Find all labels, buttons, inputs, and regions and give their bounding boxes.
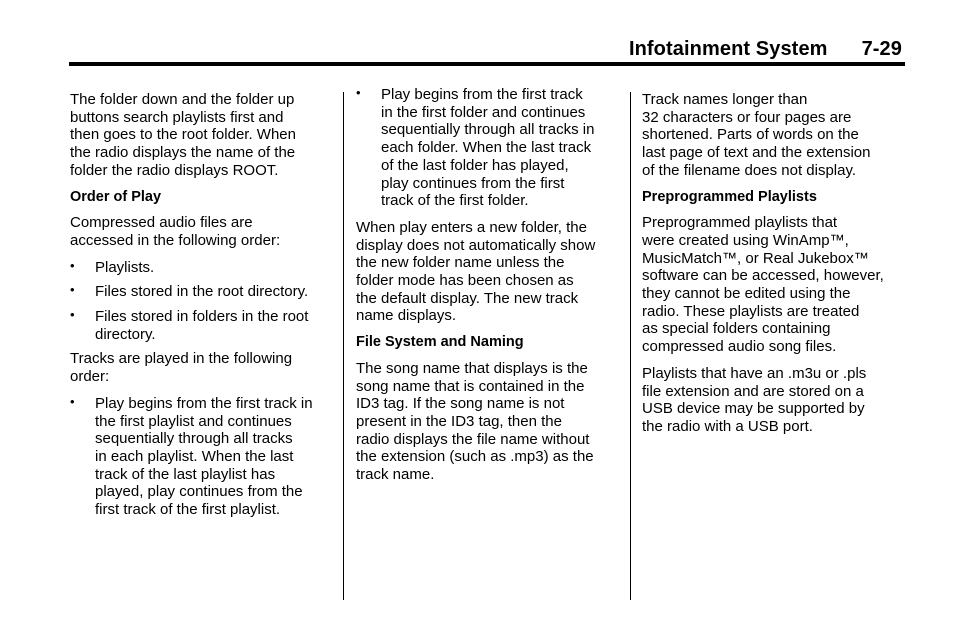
- text-line: they cannot be edited using the: [642, 285, 851, 303]
- column-1: [70, 91, 338, 526]
- preprogrammed-playlists-heading: Preprogrammed Playlists: [642, 188, 817, 205]
- text-line: each folder. When the last track: [381, 139, 592, 157]
- text-line: folder mode has been chosen as: [356, 272, 574, 290]
- header-rule: [69, 62, 905, 66]
- order-of-play-heading: Order of Play: [70, 188, 162, 205]
- bullet-item: [70, 283, 338, 301]
- section-title: Infotainment System: [628, 38, 828, 60]
- text-line: in the first folder and continues: [381, 103, 586, 121]
- text-line: the radio displays the name of the: [70, 144, 296, 162]
- text-line: USB device may be supported by: [642, 400, 865, 418]
- text-line: name displays.: [356, 307, 457, 325]
- text-line: the default display. The new track: [356, 289, 579, 307]
- text-line: When play enters a new folder, the: [356, 218, 587, 236]
- text-line: sequentially through all tracks: [95, 430, 293, 448]
- text-line: display does not automatically show: [356, 236, 596, 254]
- text-line: ID3 tag. If the song name is not: [356, 395, 565, 413]
- text-line: Compressed audio files are: [70, 214, 253, 232]
- text-line: radio. These playlists are treated: [642, 302, 860, 320]
- text-line: song name that is contained in the: [356, 377, 585, 395]
- text-line: Play begins from the first track: [381, 86, 583, 103]
- text-line: radio displays the file name without: [356, 430, 590, 448]
- text-line: present in the ID3 tag, then the: [356, 412, 562, 430]
- text-line: the new folder name unless the: [356, 254, 565, 272]
- text-line: The folder down and the folder up: [70, 91, 295, 108]
- text-line: play continues from the first: [381, 174, 565, 192]
- bullet-item: [70, 308, 338, 343]
- text-line: compressed audio song files.: [642, 338, 837, 356]
- text-line: the first playlist and continues: [95, 412, 292, 430]
- text-line: Play begins from the first track in: [95, 394, 313, 412]
- text-line: the extension (such as .mp3) as the: [356, 448, 594, 466]
- m3u-paragraph: [642, 365, 908, 436]
- column-2: [356, 86, 622, 493]
- text-line: Tracks are played in the following: [70, 350, 293, 368]
- bullet-item: [70, 259, 338, 277]
- text-line: of the last folder has played,: [381, 156, 569, 174]
- column-divider-left: [343, 92, 344, 600]
- text-line: as special folders containing: [642, 320, 831, 338]
- text-line: file extension and are stored on a: [642, 382, 864, 400]
- text-line: buttons search playlists first and: [70, 108, 284, 126]
- text-line: sequentially through all tracks in: [381, 121, 595, 139]
- text-line: Files stored in folders in the root: [95, 308, 309, 326]
- new-folder-paragraph: [356, 219, 622, 325]
- text-line: Preprogrammed playlists that: [642, 214, 838, 232]
- text-line: software can be accessed, however,: [642, 267, 884, 285]
- text-line: Playlists.: [95, 258, 155, 276]
- column-divider-right: [630, 92, 631, 600]
- text-line: Playlists that have an .m3u or .pls: [642, 364, 867, 382]
- text-line: played, play continues from the: [95, 483, 303, 501]
- tracks-intro-paragraph: [70, 350, 338, 385]
- text-line: of the filename does not display.: [642, 161, 857, 179]
- preprogrammed-playlists-paragraph: [642, 214, 908, 356]
- text-line: folder the radio displays ROOT.: [70, 161, 279, 179]
- column-3: [642, 91, 908, 445]
- text-line: then goes to the root folder. When: [70, 126, 296, 144]
- bullet-icon: •: [356, 85, 361, 100]
- text-line: track name.: [356, 466, 435, 484]
- text-line: Track names longer than: [642, 91, 808, 108]
- folder-buttons-paragraph: [70, 91, 338, 180]
- order-intro-paragraph: [70, 214, 338, 249]
- text-line: accessed in the following order:: [70, 231, 281, 249]
- file-system-paragraph: [356, 360, 622, 484]
- text-line: track of the first folder.: [381, 192, 529, 210]
- bullet-icon: •: [70, 257, 75, 273]
- text-line: shortened. Parts of words on the: [642, 126, 859, 144]
- text-line: in each playlist. When the last: [95, 447, 294, 465]
- text-line: track of the last playlist has: [95, 465, 276, 483]
- bullet-item: [356, 86, 622, 210]
- text-line: MusicMatch™, or Real Jukebox™: [642, 249, 869, 267]
- text-line: were created using WinAmp™,: [642, 231, 849, 249]
- file-system-heading: File System and Naming: [356, 334, 524, 351]
- bullet-item: [70, 395, 338, 519]
- text-line: directory.: [95, 325, 156, 343]
- bullet-icon: •: [70, 307, 75, 323]
- text-line: Files stored in the root directory.: [95, 283, 309, 301]
- track-names-paragraph: [642, 91, 908, 180]
- page-header: [629, 38, 902, 61]
- bullet-icon: •: [70, 282, 75, 298]
- text-line: order:: [70, 368, 110, 386]
- text-line: first track of the first playlist.: [95, 501, 281, 519]
- text-line: the radio with a USB port.: [642, 417, 813, 435]
- bullet-icon: •: [70, 393, 75, 409]
- text-line: The song name that displays is the: [356, 359, 588, 377]
- page-number: 7-29: [861, 38, 902, 60]
- text-line: last page of text and the extension: [642, 144, 871, 162]
- text-line: 32 characters or four pages are: [642, 108, 852, 126]
